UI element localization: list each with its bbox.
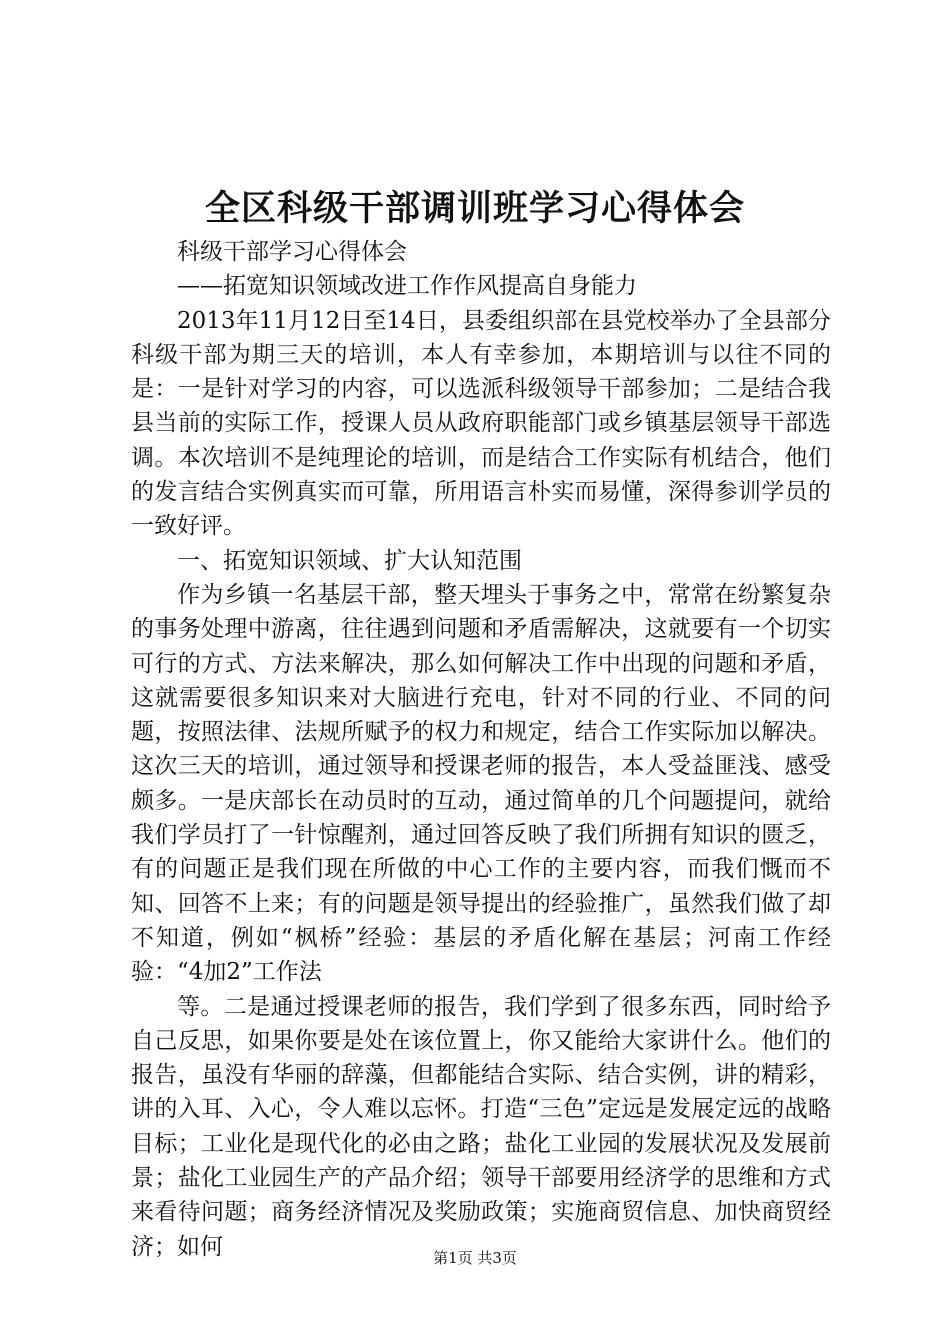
document-body xyxy=(131,235,831,1264)
paragraph-body: 作为乡镇一名基层干部，整天埋头于事务之中，常常在纷繁复杂的事务处理中游离，往往遇到问题和矛盾需解决，这就要有一个切实可行的方式、方法来解决，那么如何解决工作中出现的问题和矛盾，这就需要很多知识来对大脑进行充电，针对不同的行业、不同的问题，按照法律、法规所赋予的权力和规定，结合工作实际加以解决。这次三天的培训，通过领导和授课老师的报告，本人受益匪浅、感受颇多。一是庆部长在动员时的互动，通过简单的几个问题提问，就给我们学员打了一针惊醒剂，通过回答反映了我们所拥有知识的匮乏，有的问题正是我们现在所做的中心工作的主要内容，而我们慨而不知、回答不上来；有的问题是领导提出的经验推广，虽然我们做了却不知道，例如“枫桥”经验：基层的矛盾化解在基层；河南工作经验：“4加2”工作法 xyxy=(131,581,831,986)
page-footer: 第1页 共3页 xyxy=(433,1249,517,1267)
document-title: 全区科级干部调训班学习心得体会 xyxy=(204,188,745,229)
section-heading: 一、拓宽知识领域、扩大认知范围 xyxy=(177,547,522,574)
paragraph-subtitle: 科级干部学习心得体会 xyxy=(177,239,407,265)
paragraph-intro: 2013年11月12日至14日，县委组织部在县党校举办了全县部分科级干部为期三天的培训，本人有幸参加，本期培训与以往不同的是：一是针对学习的内容，可以选派科级领导干部参加；二是结合我县当前的实际工作，授课人员从政府职能部门或乡镇基层领导干部选调。本次培训不是纯理论的培训，而是结合工作实际有机结合，他们的发言结合实例真实而可靠，所用语言朴实而易懂，深得参训学员的一致好评。 xyxy=(131,307,831,540)
paragraph-theme: ——拓宽知识领域改进工作作风提高自身能力 xyxy=(177,273,637,300)
paragraph-body: 等。二是通过授课老师的报告，我们学到了很多东西，同时给予自己反思，如果你要是处在该位置上，你又能给大家讲什么。他们的报告，虽没有华丽的辞藻，但都能结合实际、结合实例，讲的精彩，讲的入耳、入心，令人难以忘怀。打造“三色”定远是发展定远的战略目标；工业化是现代化的必由之路；盐化工业园的发展状况及发展前景；盐化工业园生产的产品介绍；领导干部要用经济学的思维和方式来看待问题；商务经济情况及奖励政策；实施商贸信息、加快商贸经济；如何 xyxy=(131,993,831,1260)
